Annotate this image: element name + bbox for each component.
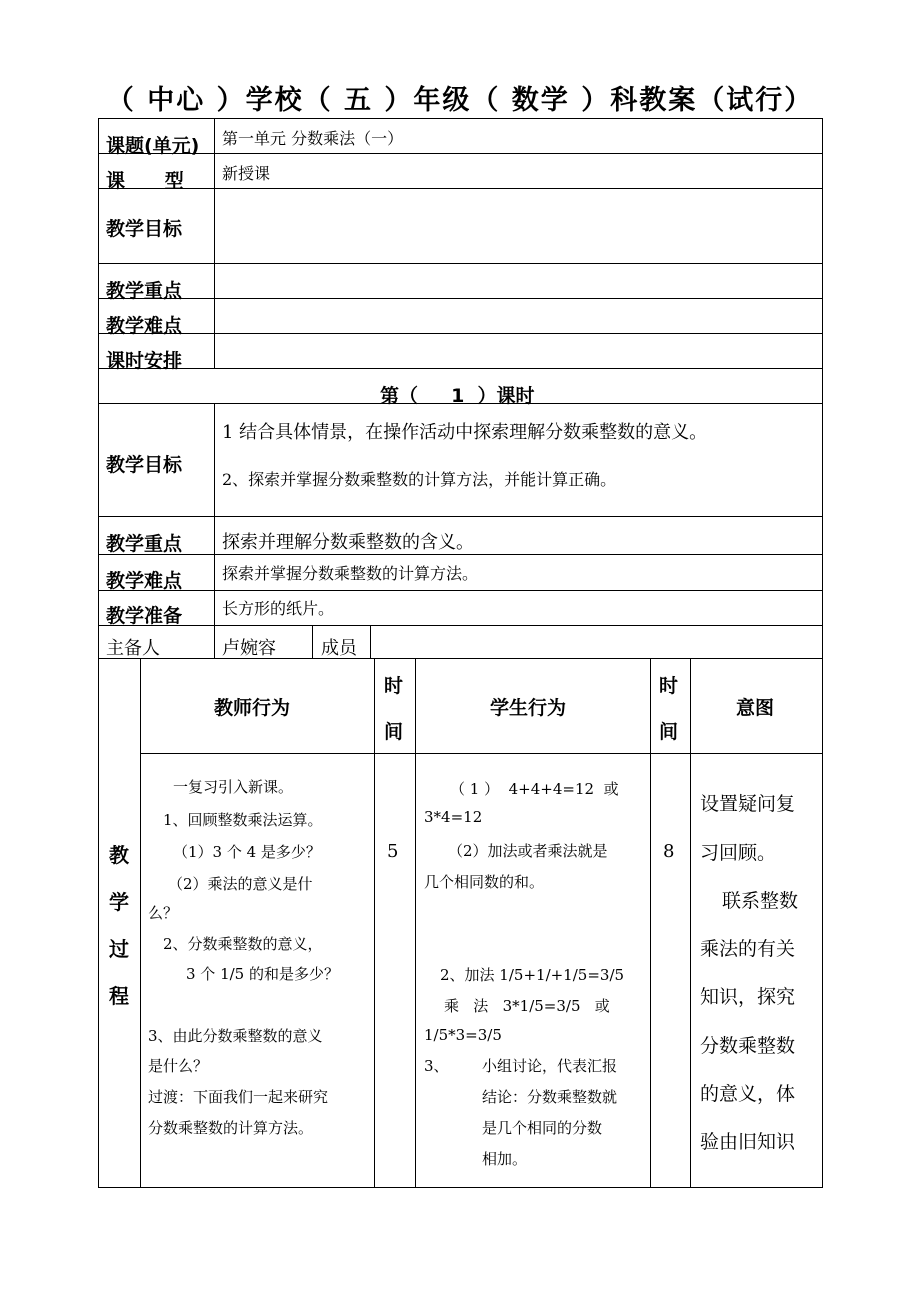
student-time: 8 (663, 841, 675, 862)
table-line (822, 118, 823, 1188)
intent-line: 知识，探究 (700, 986, 796, 1008)
col-time2-header-2: 间 (659, 721, 679, 743)
student-line: 结论：分数乘整数就 (482, 1088, 618, 1106)
process-side-label: 教 (109, 843, 129, 867)
student-line: 乘 法 3*1/5=3/5 或 (444, 997, 610, 1015)
teacher-line: 2、分数乘整数的意义， (163, 935, 323, 953)
type-value: 新授课 (222, 164, 271, 183)
table-line (98, 368, 823, 369)
unit-value: 第一单元 分数乘法（一） (222, 129, 404, 148)
table-line (98, 333, 823, 334)
period-title: 第（ 1 ）课时 (380, 385, 535, 407)
preparer-value: 卢婉容 (222, 638, 276, 659)
page-title: （ 中心 ）学校（ 五 ）年级（ 数学 ）科教案（试行） (106, 85, 814, 116)
intent-line: 联系整数 (722, 890, 799, 912)
table-line (214, 118, 215, 368)
col-student-header: 学生行为 (490, 697, 567, 719)
intent-line: 乘法的有关 (700, 938, 796, 960)
intent-line: 验由旧知识 (700, 1131, 796, 1153)
schedule-label: 课时安排 (106, 350, 183, 372)
col-teacher-header: 教师行为 (214, 697, 291, 719)
preparer-label: 主备人 (106, 638, 160, 659)
student-line: 2、加法 1/5+1/+1/5=3/5 (440, 966, 625, 984)
table-line (98, 263, 823, 264)
table-line (370, 625, 371, 658)
process-side-label: 过 (109, 937, 129, 961)
student-line: 是几个相同的分数 (482, 1119, 603, 1137)
student-line: （2）加法或者乘法就是 (448, 842, 608, 860)
col-time-header-2: 间 (384, 721, 404, 743)
lesson-goal-label: 教学目标 (106, 454, 183, 476)
table-line (98, 188, 823, 189)
teacher-line: 3 个 1/5 的和是多少？ (186, 965, 339, 983)
members-label: 成员 (321, 638, 357, 659)
lesson-focus-label: 教学重点 (106, 533, 183, 555)
col-time-header-1: 时 (384, 675, 404, 697)
teacher-line: 么？ (148, 904, 179, 922)
teacher-time: 5 (387, 841, 399, 862)
lesson-prep-value: 长方形的纸片。 (222, 599, 335, 618)
unit-label: 课题(单元) (106, 135, 200, 157)
table-line (650, 658, 651, 1188)
table-line (214, 403, 215, 658)
table-line (98, 298, 823, 299)
table-line (98, 658, 823, 659)
table-line (98, 1187, 823, 1188)
lesson-focus-value: 探索并理解分数乘整数的含义。 (222, 532, 474, 553)
table-line (98, 118, 99, 1188)
col-time2-header-1: 时 (659, 675, 679, 697)
student-line: 3*4=12 (424, 808, 483, 826)
intent-line: 习回顾。 (700, 842, 777, 864)
student-line: 1/5*3=3/5 (424, 1026, 502, 1044)
student-line: 3、 (424, 1057, 449, 1075)
lesson-difficulty-label: 教学难点 (106, 570, 183, 592)
intent-line: 分数乘整数 (700, 1035, 796, 1057)
intent-line: 设置疑问复 (700, 793, 796, 815)
teacher-line: 分数乘整数的计算方法。 (148, 1119, 314, 1137)
teacher-line: （2）乘法的意义是什 (168, 875, 313, 893)
table-line (98, 516, 823, 517)
process-side-label: 学 (109, 890, 129, 914)
teacher-line: 过渡：下面我们一起来研究 (148, 1088, 329, 1106)
col-intent-header: 意图 (736, 697, 775, 719)
focus-label: 教学重点 (106, 280, 183, 302)
lesson-difficulty-value: 探索并掌握分数乘整数的计算方法。 (222, 564, 479, 583)
table-line (312, 625, 313, 658)
table-line (98, 118, 823, 119)
table-line (690, 658, 691, 1188)
teacher-line: 3、由此分数乘整数的意义 (148, 1027, 323, 1045)
table-line (415, 658, 416, 1188)
student-line: 小组讨论，代表汇报 (482, 1057, 618, 1075)
teacher-line: 一复习引入新课。 (173, 778, 294, 796)
lesson-goal-2: 2、探索并掌握分数乘整数的计算方法，并能计算正确。 (222, 470, 617, 489)
table-line (98, 554, 823, 555)
student-line: 相加。 (482, 1150, 528, 1168)
process-side-label: 程 (109, 984, 129, 1008)
student-line: （ 1 ） 4+4+4=12 或 (450, 780, 619, 798)
intent-line: 的意义，体 (700, 1083, 796, 1105)
student-line: 几个相同数的和。 (424, 873, 545, 891)
table-line (140, 658, 141, 1188)
lesson-prep-label: 教学准备 (106, 605, 183, 627)
table-line (374, 658, 375, 1188)
teacher-line: 1、回顾整数乘法运算。 (163, 811, 323, 829)
table-line (98, 153, 823, 154)
teacher-line: （1）3 个 4 是多少？ (173, 843, 321, 861)
difficulty-label: 教学难点 (106, 315, 183, 337)
table-line (98, 625, 823, 626)
table-line (98, 590, 823, 591)
type-label: 课 型 (106, 170, 184, 192)
lesson-goal-1: 1 结合具体情景，在操作活动中探索理解分数乘整数的意义。 (222, 422, 708, 443)
teacher-line: 是什么？ (148, 1057, 209, 1075)
table-line (140, 753, 823, 754)
goal-label: 教学目标 (106, 218, 183, 240)
